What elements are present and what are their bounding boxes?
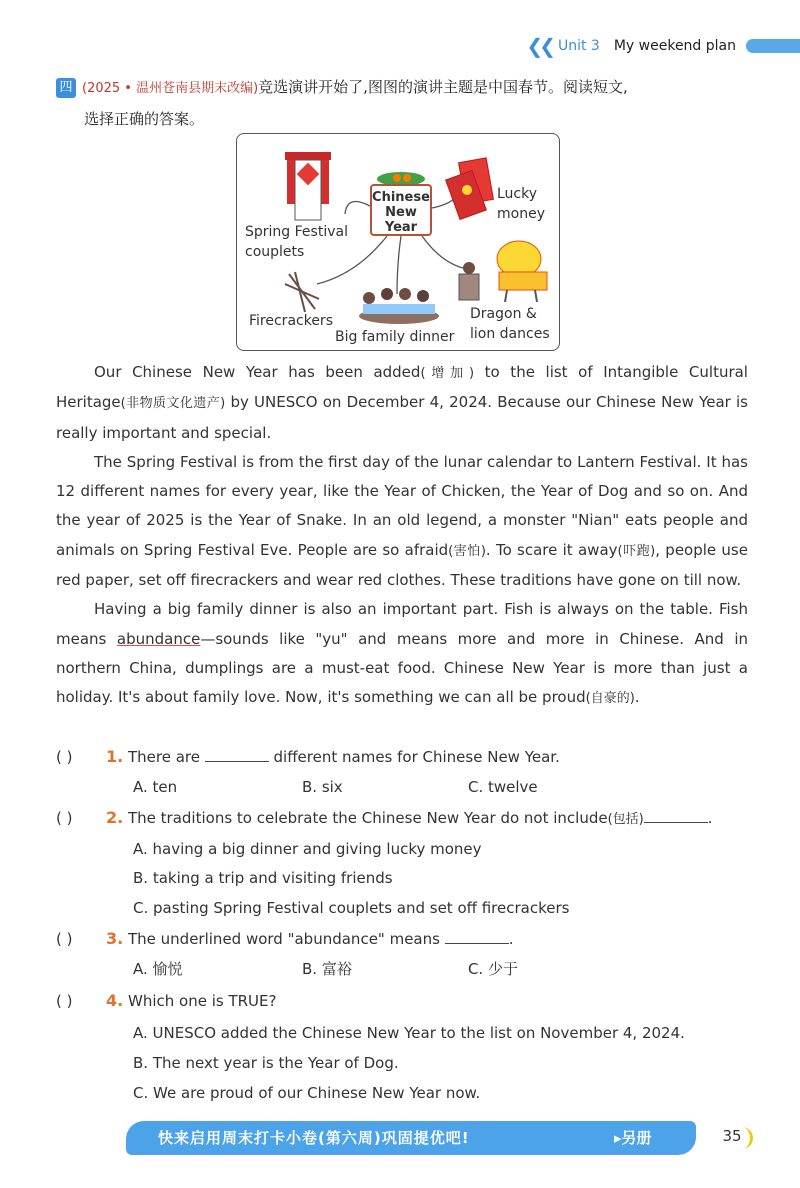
double-chevron-left-icon: ❮❮	[526, 34, 552, 58]
passage-paragraph-2	[56, 448, 748, 595]
section-number-badge: 四	[56, 78, 76, 98]
label-dragon-line-1: Dragon &	[470, 306, 537, 322]
q1-option-c[interactable]: C. twelve	[468, 778, 538, 796]
answer-paren-3[interactable]: ( )	[56, 930, 73, 948]
label-couplets-line-2: couplets	[245, 244, 305, 260]
p3-text-d: .	[634, 688, 640, 707]
label-lucky-line-2: money	[497, 206, 545, 222]
label-lucky-money	[497, 184, 545, 224]
instruction-line-2: 选择正确的答案。	[84, 110, 205, 128]
unit-label: Unit 3	[557, 38, 600, 54]
question-3-stem-a: The underlined word "abundance" means	[128, 930, 445, 948]
unit-title: My weekend plan	[613, 38, 736, 54]
p1-text-a: Our Chinese New Year has been added	[94, 363, 421, 381]
p2-text-c: . To scare it away	[485, 540, 618, 559]
spring-festival-couplets-image	[285, 152, 331, 220]
underlined-word-abundance: abundance	[116, 629, 201, 648]
p3-text-a: Having a big family dinner is also an important part. Fish is always on the table. Fish means	[56, 600, 748, 648]
p1-text-c: to the list of Intangible Cultural Heritage	[56, 363, 748, 412]
question-1-stem-a: There are	[128, 748, 205, 766]
center-node-chinese-new-year	[370, 184, 432, 236]
family-dinner-image	[359, 288, 439, 324]
question-2-stem-c: .	[707, 809, 713, 827]
label-lucky-line-1: Lucky	[497, 186, 538, 202]
q1-option-b[interactable]: B. six	[302, 778, 343, 796]
question-4-stem: Which one is TRUE?	[128, 992, 277, 1010]
question-number-2: 2.	[106, 808, 124, 827]
center-node-line-2: New	[385, 205, 417, 220]
label-dragon-lion-dances	[470, 304, 550, 344]
question-number-3: 3.	[106, 929, 124, 948]
label-couplets-line-1: Spring Festival	[245, 224, 348, 240]
passage-paragraph-1	[56, 358, 748, 448]
q2-option-c[interactable]: C. pasting Spring Festival couplets and set off firecrackers	[133, 899, 570, 917]
p2-text-e: , people use red paper, set off firecrackers and wear red clothes. These traditions have gone on till now.	[56, 540, 748, 590]
answer-blank-2[interactable]	[644, 808, 708, 823]
footer-banner-text: 快来启用周末打卡小卷(第六周)巩固提优吧!	[158, 1129, 470, 1147]
reading-passage	[56, 358, 748, 714]
q3-option-b[interactable]: B. 富裕	[302, 960, 352, 978]
running-header	[526, 34, 800, 58]
question-source: (2025 • 温州苍南县期末改编)	[82, 81, 259, 96]
firecrackers-image	[285, 272, 319, 312]
q4-option-c[interactable]: C. We are proud of our Chinese New Year now.	[133, 1084, 481, 1102]
question-number-4: 4.	[106, 991, 124, 1010]
lion-dance-image	[459, 241, 547, 302]
question-2	[56, 803, 713, 835]
red-envelope-image	[446, 158, 494, 220]
header-tab-bar	[746, 39, 800, 53]
label-spring-festival-couplets	[245, 222, 348, 262]
label-dragon-line-2: lion dances	[470, 326, 550, 342]
answer-blank-1[interactable]	[205, 747, 269, 762]
question-3	[56, 924, 514, 954]
answer-paren-2[interactable]: ( )	[56, 809, 73, 827]
section-instruction	[56, 72, 756, 134]
p2-gloss-scare: (吓跑)	[617, 543, 656, 559]
p3-gloss-proud: (自豪的)	[585, 691, 635, 707]
question-1-stem-b: different names for Chinese New Year.	[268, 748, 560, 766]
q3-option-c[interactable]: C. 少于	[468, 960, 519, 978]
q2-option-a[interactable]: A. having a big dinner and giving lucky money	[133, 840, 482, 858]
q4-option-a[interactable]: A. UNESCO added the Chinese New Year to the list on November 4, 2024.	[133, 1024, 685, 1042]
question-number-1: 1.	[106, 747, 124, 766]
question-2-gloss-include: (包括)	[607, 812, 644, 827]
page-number: 35	[714, 1127, 753, 1149]
footer-separate-booklet: ▸另册	[614, 1129, 652, 1147]
q2-option-b[interactable]: B. taking a trip and visiting friends	[133, 869, 393, 887]
answer-blank-3[interactable]	[445, 929, 509, 944]
question-1	[56, 742, 560, 772]
center-node-line-3: Year	[384, 220, 418, 235]
label-firecrackers: Firecrackers	[249, 313, 333, 329]
answer-paren-1[interactable]: ( )	[56, 748, 73, 766]
question-3-stem-b: .	[508, 930, 514, 948]
p3-text-b: —sounds like "yu" and means more and more in Chinese. And in northern China, dumplings are a must-eat food. Chinese New Year is more than just a holiday. It's about family love. Now, it's something we can all be proud	[56, 629, 749, 707]
question-4	[56, 986, 276, 1016]
answer-paren-4[interactable]: ( )	[56, 992, 73, 1010]
p2-text-a: The Spring Festival is from the first day of the lunar calendar to Lantern Festival. It has 12 different names for every year, like the Year of Chicken, the Year of Dog and so on. And the year of 2025 is the Year of Snake. In an old legend, a monster "Nian" eats people and animals on Spring Festival Eve. People are so afraid	[56, 452, 748, 559]
mind-map-figure	[236, 133, 560, 351]
q4-option-b[interactable]: B. The next year is the Year of Dog.	[133, 1054, 399, 1072]
q1-option-a[interactable]: A. ten	[133, 778, 178, 796]
p1-text-e: by UNESCO on December 4, 2024. Because our Chinese New Year is really important and special.	[56, 393, 748, 442]
p2-gloss-afraid: (害怕)	[448, 543, 486, 559]
label-big-family-dinner: Big family dinner	[335, 329, 455, 345]
question-2-stem-a: The traditions to celebrate the Chinese New Year do not include	[128, 809, 608, 827]
p1-gloss-added: (增加)	[420, 366, 475, 381]
instruction-line-1: 竞选演讲开始了,图图的演讲主题是中国春节。阅读短文,	[258, 78, 628, 96]
q3-option-a[interactable]: A. 愉悦	[133, 960, 183, 978]
passage-paragraph-3	[56, 595, 748, 713]
center-node-line-1: Chinese	[372, 190, 430, 205]
p1-gloss-heritage: (非物质文化遗产)	[120, 396, 226, 412]
